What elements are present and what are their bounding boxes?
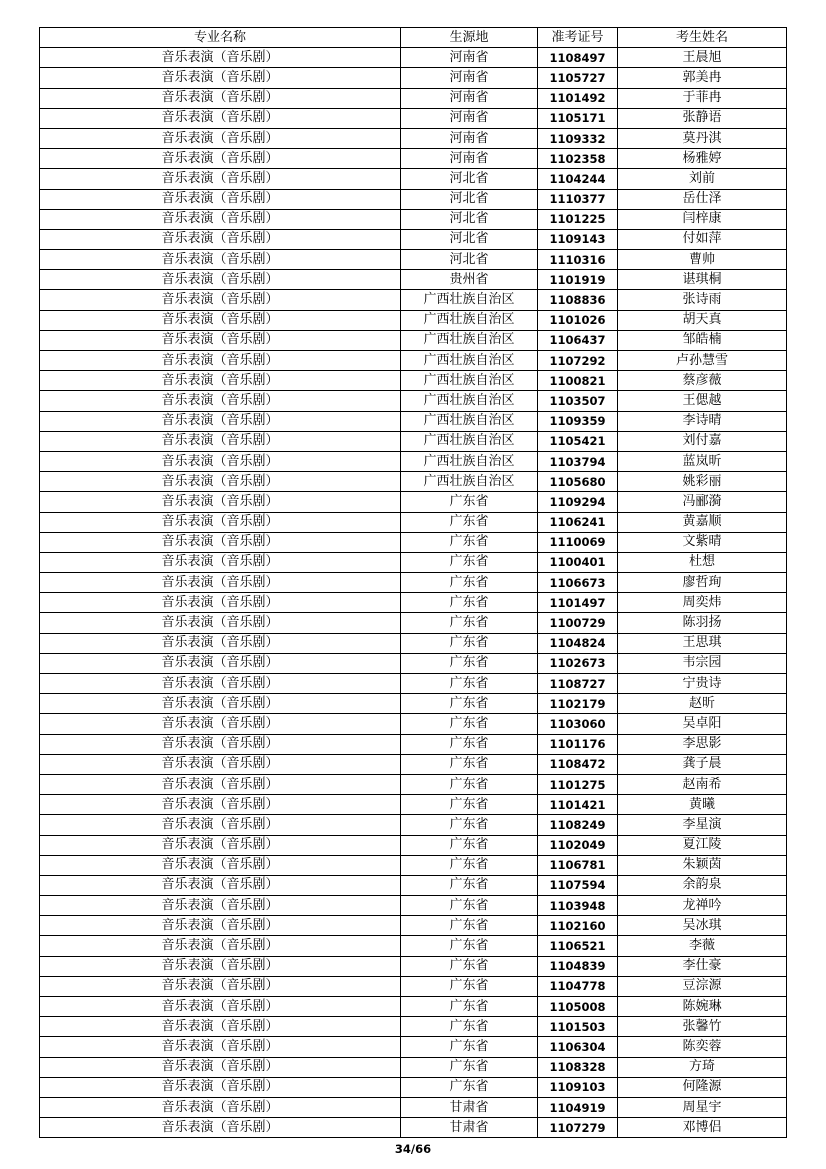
origin-cell: 广西壮族自治区 [401,330,538,350]
name-cell: 卢孙慧雪 [618,351,787,371]
name-cell: 胡天真 [618,310,787,330]
major-cell: 音乐表演（音乐剧） [40,451,401,471]
major-cell: 音乐表演（音乐剧） [40,1017,401,1037]
header-major: 专业名称 [40,28,401,48]
table-row [40,512,787,532]
header-exam-id: 准考证号 [538,28,618,48]
origin-cell: 广西壮族自治区 [401,351,538,371]
exam-id-cell: 1103948 [538,896,618,916]
origin-cell: 广西壮族自治区 [401,290,538,310]
major-cell: 音乐表演（音乐剧） [40,492,401,512]
name-cell: 邓博侣 [618,1118,787,1138]
origin-cell: 广西壮族自治区 [401,451,538,471]
name-cell: 文紫晴 [618,532,787,552]
name-cell: 于菲冉 [618,88,787,108]
table-row [40,189,787,209]
origin-cell: 广东省 [401,512,538,532]
origin-cell: 广东省 [401,795,538,815]
origin-cell: 广东省 [401,694,538,714]
table-row [40,835,787,855]
name-cell: 李诗晴 [618,411,787,431]
major-cell: 音乐表演（音乐剧） [40,88,401,108]
table-row [40,68,787,88]
name-cell: 周星宇 [618,1097,787,1117]
major-cell: 音乐表演（音乐剧） [40,674,401,694]
exam-id-cell: 1104778 [538,976,618,996]
origin-cell: 广东省 [401,1057,538,1077]
table-row [40,48,787,68]
exam-id-cell: 1106521 [538,936,618,956]
name-cell: 赵南希 [618,774,787,794]
major-cell: 音乐表演（音乐剧） [40,270,401,290]
admission-list-table [39,27,787,1138]
major-cell: 音乐表演（音乐剧） [40,936,401,956]
table-row [40,1037,787,1057]
major-cell: 音乐表演（音乐剧） [40,1057,401,1077]
name-cell: 张馨竹 [618,1017,787,1037]
exam-id-cell: 1109103 [538,1077,618,1097]
table-row [40,290,787,310]
origin-cell: 广东省 [401,1037,538,1057]
major-cell: 音乐表演（音乐剧） [40,310,401,330]
table-row [40,330,787,350]
major-cell: 音乐表演（音乐剧） [40,108,401,128]
table-row [40,694,787,714]
name-cell: 陈婉琳 [618,997,787,1017]
major-cell: 音乐表演（音乐剧） [40,653,401,673]
table-row [40,976,787,996]
exam-id-cell: 1101503 [538,1017,618,1037]
name-cell: 廖哲珣 [618,573,787,593]
table-row [40,270,787,290]
table-row [40,1057,787,1077]
table-row [40,1017,787,1037]
major-cell: 音乐表演（音乐剧） [40,391,401,411]
exam-id-cell: 1106781 [538,855,618,875]
origin-cell: 广东省 [401,552,538,572]
name-cell: 刘付嘉 [618,431,787,451]
major-cell: 音乐表演（音乐剧） [40,229,401,249]
exam-id-cell: 1101026 [538,310,618,330]
major-cell: 音乐表演（音乐剧） [40,351,401,371]
major-cell: 音乐表演（音乐剧） [40,754,401,774]
name-cell: 豆淙源 [618,976,787,996]
origin-cell: 广东省 [401,714,538,734]
origin-cell: 广西壮族自治区 [401,411,538,431]
major-cell: 音乐表演（音乐剧） [40,552,401,572]
exam-id-cell: 1102160 [538,916,618,936]
origin-cell: 广东省 [401,593,538,613]
exam-id-cell: 1109332 [538,128,618,148]
table-row [40,169,787,189]
exam-id-cell: 1103507 [538,391,618,411]
table-row [40,916,787,936]
table-row [40,875,787,895]
exam-id-cell: 1109143 [538,229,618,249]
name-cell: 李仕豪 [618,956,787,976]
name-cell: 姚彩丽 [618,472,787,492]
table-row [40,552,787,572]
origin-cell: 广西壮族自治区 [401,472,538,492]
exam-id-cell: 1109359 [538,411,618,431]
table-row [40,431,787,451]
exam-id-cell: 1102673 [538,653,618,673]
origin-cell: 广东省 [401,734,538,754]
origin-cell: 贵州省 [401,270,538,290]
exam-id-cell: 1102358 [538,149,618,169]
name-cell: 李星演 [618,815,787,835]
exam-id-cell: 1107279 [538,1118,618,1138]
name-cell: 蔡彦薇 [618,371,787,391]
table-row [40,371,787,391]
origin-cell: 广东省 [401,573,538,593]
major-cell: 音乐表演（音乐剧） [40,532,401,552]
exam-id-cell: 1102049 [538,835,618,855]
table-row [40,1118,787,1138]
major-cell: 音乐表演（音乐剧） [40,875,401,895]
origin-cell: 河南省 [401,128,538,148]
major-cell: 音乐表演（音乐剧） [40,128,401,148]
exam-id-cell: 1108472 [538,754,618,774]
exam-id-cell: 1106673 [538,573,618,593]
major-cell: 音乐表演（音乐剧） [40,613,401,633]
name-cell: 陈羽扬 [618,613,787,633]
name-cell: 王偲越 [618,391,787,411]
origin-cell: 河南省 [401,88,538,108]
origin-cell: 河北省 [401,169,538,189]
major-cell: 音乐表演（音乐剧） [40,774,401,794]
origin-cell: 广东省 [401,674,538,694]
exam-id-cell: 1108328 [538,1057,618,1077]
table-row [40,573,787,593]
exam-id-cell: 1105008 [538,997,618,1017]
name-cell: 龙禅吟 [618,896,787,916]
name-cell: 付如萍 [618,229,787,249]
exam-id-cell: 1103060 [538,714,618,734]
header-row [40,28,787,48]
origin-cell: 广东省 [401,754,538,774]
major-cell: 音乐表演（音乐剧） [40,855,401,875]
origin-cell: 广西壮族自治区 [401,371,538,391]
table-row [40,633,787,653]
table-row [40,229,787,249]
origin-cell: 河南省 [401,149,538,169]
table-row [40,310,787,330]
table-row [40,209,787,229]
name-cell: 刘前 [618,169,787,189]
exam-id-cell: 1101421 [538,795,618,815]
origin-cell: 广东省 [401,875,538,895]
origin-cell: 广西壮族自治区 [401,310,538,330]
table-row [40,795,787,815]
exam-id-cell: 1105680 [538,472,618,492]
name-cell: 陈奕蓉 [618,1037,787,1057]
name-cell: 宁贵诗 [618,674,787,694]
origin-cell: 广东省 [401,997,538,1017]
major-cell: 音乐表演（音乐剧） [40,976,401,996]
table-body [40,48,787,1138]
name-cell: 周奕炜 [618,593,787,613]
exam-id-cell: 1100821 [538,371,618,391]
table-row [40,1077,787,1097]
origin-cell: 河南省 [401,68,538,88]
table-row [40,1097,787,1117]
exam-id-cell: 1100401 [538,552,618,572]
table-row [40,451,787,471]
origin-cell: 广东省 [401,855,538,875]
exam-id-cell: 1104244 [538,169,618,189]
major-cell: 音乐表演（音乐剧） [40,290,401,310]
table-row [40,532,787,552]
name-cell: 杨雅婷 [618,149,787,169]
table-row [40,674,787,694]
major-cell: 音乐表演（音乐剧） [40,956,401,976]
major-cell: 音乐表演（音乐剧） [40,330,401,350]
table-row [40,956,787,976]
header-name: 考生姓名 [618,28,787,48]
exam-id-cell: 1101275 [538,774,618,794]
major-cell: 音乐表演（音乐剧） [40,916,401,936]
major-cell: 音乐表演（音乐剧） [40,734,401,754]
origin-cell: 广东省 [401,916,538,936]
exam-id-cell: 1104919 [538,1097,618,1117]
origin-cell: 广东省 [401,633,538,653]
origin-cell: 广东省 [401,936,538,956]
origin-cell: 甘肃省 [401,1118,538,1138]
name-cell: 莫丹淇 [618,128,787,148]
exam-id-cell: 1110316 [538,250,618,270]
major-cell: 音乐表演（音乐剧） [40,1097,401,1117]
table-row [40,593,787,613]
name-cell: 夏江陵 [618,835,787,855]
major-cell: 音乐表演（音乐剧） [40,209,401,229]
major-cell: 音乐表演（音乐剧） [40,815,401,835]
exam-id-cell: 1101225 [538,209,618,229]
origin-cell: 广东省 [401,956,538,976]
major-cell: 音乐表演（音乐剧） [40,169,401,189]
major-cell: 音乐表演（音乐剧） [40,411,401,431]
exam-id-cell: 1105421 [538,431,618,451]
name-cell: 何隆源 [618,1077,787,1097]
exam-id-cell: 1102179 [538,694,618,714]
exam-id-cell: 1101497 [538,593,618,613]
name-cell: 方琦 [618,1057,787,1077]
header-origin: 生源地 [401,28,538,48]
exam-id-cell: 1106437 [538,330,618,350]
exam-id-cell: 1108727 [538,674,618,694]
name-cell: 黄嘉顺 [618,512,787,532]
name-cell: 吴卓阳 [618,714,787,734]
origin-cell: 广东省 [401,1077,538,1097]
exam-id-cell: 1101919 [538,270,618,290]
name-cell: 曹帅 [618,250,787,270]
exam-id-cell: 1106304 [538,1037,618,1057]
origin-cell: 广西壮族自治区 [401,391,538,411]
exam-id-cell: 1107594 [538,875,618,895]
origin-cell: 河北省 [401,209,538,229]
name-cell: 王思琪 [618,633,787,653]
name-cell: 冯郦漪 [618,492,787,512]
major-cell: 音乐表演（音乐剧） [40,795,401,815]
major-cell: 音乐表演（音乐剧） [40,472,401,492]
name-cell: 蓝岚昕 [618,451,787,471]
table-row [40,250,787,270]
origin-cell: 广东省 [401,815,538,835]
table-row [40,351,787,371]
name-cell: 赵昕 [618,694,787,714]
exam-id-cell: 1101176 [538,734,618,754]
exam-id-cell: 1108836 [538,290,618,310]
table-row [40,754,787,774]
table-row [40,149,787,169]
name-cell: 余韵泉 [618,875,787,895]
exam-id-cell: 1110069 [538,532,618,552]
exam-id-cell: 1103794 [538,451,618,471]
name-cell: 李薇 [618,936,787,956]
origin-cell: 广东省 [401,1017,538,1037]
major-cell: 音乐表演（音乐剧） [40,835,401,855]
origin-cell: 广西壮族自治区 [401,431,538,451]
table-row [40,997,787,1017]
exam-id-cell: 1100729 [538,613,618,633]
major-cell: 音乐表演（音乐剧） [40,48,401,68]
origin-cell: 河南省 [401,48,538,68]
major-cell: 音乐表演（音乐剧） [40,593,401,613]
exam-id-cell: 1104824 [538,633,618,653]
name-cell: 郭美冉 [618,68,787,88]
page-number: 34/66 [394,1142,432,1156]
major-cell: 音乐表演（音乐剧） [40,694,401,714]
origin-cell: 河北省 [401,229,538,249]
exam-id-cell: 1104839 [538,956,618,976]
name-cell: 吴冰琪 [618,916,787,936]
major-cell: 音乐表演（音乐剧） [40,371,401,391]
table-row [40,128,787,148]
exam-id-cell: 1109294 [538,492,618,512]
exam-id-cell: 1108497 [538,48,618,68]
major-cell: 音乐表演（音乐剧） [40,573,401,593]
major-cell: 音乐表演（音乐剧） [40,431,401,451]
exam-id-cell: 1108249 [538,815,618,835]
origin-cell: 河北省 [401,250,538,270]
origin-cell: 广东省 [401,653,538,673]
name-cell: 龚子晨 [618,754,787,774]
name-cell: 朱颖茵 [618,855,787,875]
origin-cell: 河南省 [401,108,538,128]
major-cell: 音乐表演（音乐剧） [40,1077,401,1097]
exam-id-cell: 1105727 [538,68,618,88]
table-row [40,88,787,108]
name-cell: 张诗雨 [618,290,787,310]
major-cell: 音乐表演（音乐剧） [40,997,401,1017]
table-row [40,855,787,875]
exam-id-cell: 1106241 [538,512,618,532]
table-row [40,714,787,734]
major-cell: 音乐表演（音乐剧） [40,633,401,653]
origin-cell: 广东省 [401,835,538,855]
name-cell: 邹皓楠 [618,330,787,350]
major-cell: 音乐表演（音乐剧） [40,189,401,209]
table-row [40,391,787,411]
table-row [40,896,787,916]
name-cell: 杜想 [618,552,787,572]
exam-id-cell: 1107292 [538,351,618,371]
table-row [40,653,787,673]
major-cell: 音乐表演（音乐剧） [40,896,401,916]
table-row [40,472,787,492]
table-row [40,411,787,431]
name-cell: 闫梓康 [618,209,787,229]
table-row [40,815,787,835]
major-cell: 音乐表演（音乐剧） [40,68,401,88]
origin-cell: 广东省 [401,896,538,916]
major-cell: 音乐表演（音乐剧） [40,149,401,169]
origin-cell: 甘肃省 [401,1097,538,1117]
table-row [40,936,787,956]
origin-cell: 广东省 [401,774,538,794]
major-cell: 音乐表演（音乐剧） [40,1037,401,1057]
major-cell: 音乐表演（音乐剧） [40,1118,401,1138]
major-cell: 音乐表演（音乐剧） [40,250,401,270]
major-cell: 音乐表演（音乐剧） [40,512,401,532]
name-cell: 黄曦 [618,795,787,815]
table-row [40,734,787,754]
name-cell: 张静语 [618,108,787,128]
origin-cell: 广东省 [401,532,538,552]
name-cell: 谌琪桐 [618,270,787,290]
origin-cell: 广东省 [401,976,538,996]
exam-id-cell: 1101492 [538,88,618,108]
name-cell: 岳仕泽 [618,189,787,209]
origin-cell: 河北省 [401,189,538,209]
origin-cell: 广东省 [401,492,538,512]
table-row [40,108,787,128]
exam-id-cell: 1105171 [538,108,618,128]
name-cell: 王晨旭 [618,48,787,68]
name-cell: 李思影 [618,734,787,754]
table-row [40,492,787,512]
name-cell: 韦宗园 [618,653,787,673]
exam-id-cell: 1110377 [538,189,618,209]
major-cell: 音乐表演（音乐剧） [40,714,401,734]
origin-cell: 广东省 [401,613,538,633]
table-row [40,613,787,633]
table-row [40,774,787,794]
